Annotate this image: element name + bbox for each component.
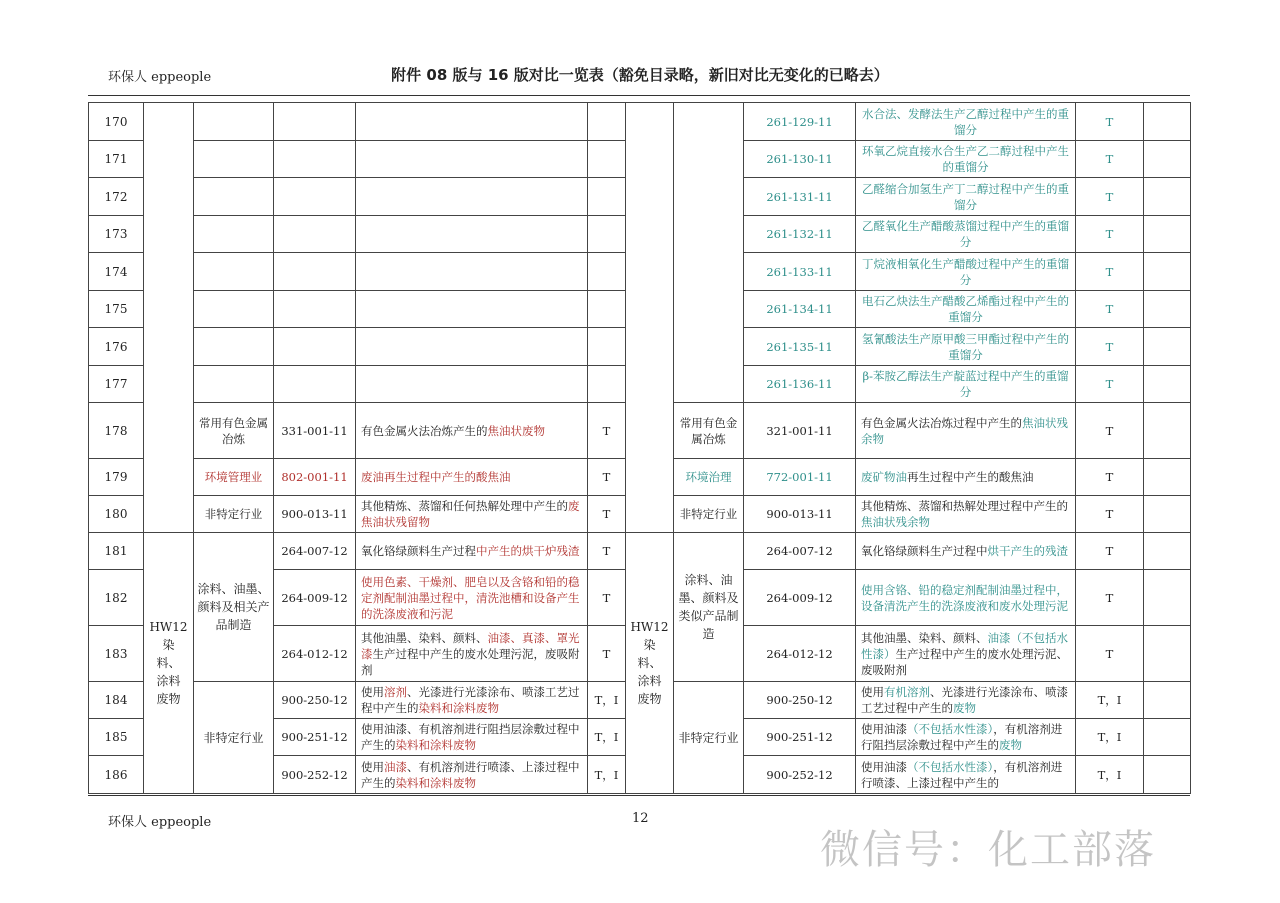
left-hazard: T，I xyxy=(588,756,626,794)
row-number: 176 xyxy=(89,328,144,366)
right-hazard: T，I xyxy=(1076,719,1144,756)
left-category-empty xyxy=(144,103,194,533)
right-description: 有色金属火法冶炼过程中产生的焦油状残余物 xyxy=(856,403,1076,459)
right-code: 261-129-11 xyxy=(744,103,856,141)
right-hazard: T xyxy=(1076,459,1144,496)
row-number: 185 xyxy=(89,719,144,756)
left-description: 氧化铬绿颜料生产过程中产生的烘干炉残渣 xyxy=(356,533,588,570)
right-industry: 环境治理 xyxy=(674,459,744,496)
left-hazard: T xyxy=(588,496,626,533)
left-hazard: T xyxy=(588,570,626,626)
row-number: 170 xyxy=(89,103,144,141)
left-code: 331-001-11 xyxy=(274,403,356,459)
right-code: 264-012-12 xyxy=(744,626,856,682)
right-description: β-苯胺乙醇法生产靛蓝过程中产生的重馏分 xyxy=(856,366,1076,403)
left-description: 使用色素、干燥剂、肥皂以及含铬和铅的稳定剂配制油墨过程中，清洗池槽和设备产生的洗涤废液和污泥 xyxy=(356,570,588,626)
left-industry: 常用有色金属冶炼 xyxy=(194,403,274,459)
right-code: 264-009-12 xyxy=(744,570,856,626)
row-number: 180 xyxy=(89,496,144,533)
right-hazard: T xyxy=(1076,403,1144,459)
right-description: 环氧乙烷直接水合生产乙二醇过程中产生的重馏分 xyxy=(856,141,1076,178)
watermark: 微信号：化工部落 xyxy=(820,827,1156,873)
left-category-hw12: HW12 染 料、 涂料 废物 xyxy=(144,533,194,794)
right-description: 其他油墨、染料、颜料、油漆（不包括水性漆）生产过程中产生的废水处理污泥、废吸附剂 xyxy=(856,626,1076,682)
row-number: 182 xyxy=(89,570,144,626)
left-code: 900-013-11 xyxy=(274,496,356,533)
right-code: 261-132-11 xyxy=(744,216,856,253)
left-hazard: T xyxy=(588,459,626,496)
right-category-empty xyxy=(626,103,674,533)
right-hazard: T xyxy=(1076,570,1144,626)
right-code: 900-251-12 xyxy=(744,719,856,756)
right-description: 使用有机溶剂、光漆进行光漆涂布、喷漆工艺过程中产生的废物 xyxy=(856,682,1076,719)
right-industry-nonspecific: 非特定行业 xyxy=(674,682,744,794)
left-description: 其他油墨、染料、颜料、油漆、真漆、罩光漆生产过程中产生的废水处理污泥，废吸附剂 xyxy=(356,626,588,682)
left-industry: 环境管理业 xyxy=(194,459,274,496)
row-number: 173 xyxy=(89,216,144,253)
row-number: 186 xyxy=(89,756,144,794)
right-hazard: T xyxy=(1076,141,1144,178)
right-hazard: T xyxy=(1076,328,1144,366)
left-code: 264-012-12 xyxy=(274,626,356,682)
row-number: 183 xyxy=(89,626,144,682)
comparison-table xyxy=(88,102,1191,794)
right-industry: 非特定行业 xyxy=(674,496,744,533)
row-number: 171 xyxy=(89,141,144,178)
left-hazard: T，I xyxy=(588,682,626,719)
right-code: 900-250-12 xyxy=(744,682,856,719)
left-industry: 非特定行业 xyxy=(194,496,274,533)
right-industry: 常用有色金属冶炼 xyxy=(674,403,744,459)
right-industry-coating: 涂料、油墨、颜料及类似产品制造 xyxy=(674,533,744,682)
left-hazard: T xyxy=(588,403,626,459)
left-code: 802-001-11 xyxy=(274,459,356,496)
left-industry-coating: 涂料、油墨、颜料及相关产品制造 xyxy=(194,533,274,682)
row-number: 178 xyxy=(89,403,144,459)
left-description: 使用油漆、有机溶剂进行阻挡层涂敷过程中产生的染料和涂料废物 xyxy=(356,719,588,756)
right-description: 使用含铬、铅的稳定剂配制油墨过程中，设备清洗产生的洗涤废液和废水处理污泥 xyxy=(856,570,1076,626)
right-description: 丁烷液相氧化生产醋酸过程中产生的重馏分 xyxy=(856,253,1076,291)
right-hazard: T，I xyxy=(1076,682,1144,719)
left-code: 264-009-12 xyxy=(274,570,356,626)
right-hazard: T xyxy=(1076,103,1144,141)
right-description: 其他精炼、蒸馏和热解处理过程中产生的焦油状残余物 xyxy=(856,496,1076,533)
left-description: 使用溶剂、光漆进行光漆涂布、喷漆工艺过程中产生的染料和涂料废物 xyxy=(356,682,588,719)
right-code: 261-133-11 xyxy=(744,253,856,291)
left-description: 废油再生过程中产生的酸焦油 xyxy=(356,459,588,496)
right-description: 水合法、发酵法生产乙醇过程中产生的重馏分 xyxy=(856,103,1076,141)
right-code: 261-130-11 xyxy=(744,141,856,178)
right-hazard: T，I xyxy=(1076,756,1144,794)
right-description: 废矿物油再生过程中产生的酸焦油 xyxy=(856,459,1076,496)
left-description: 使用油漆、有机溶剂进行喷漆、上漆过程中产生的染料和涂料废物 xyxy=(356,756,588,794)
right-code: 261-135-11 xyxy=(744,328,856,366)
right-code: 261-136-11 xyxy=(744,366,856,403)
left-description: 有色金属火法冶炼产生的焦油状废物 xyxy=(356,403,588,459)
page-number: 12 xyxy=(632,811,649,826)
right-hazard: T xyxy=(1076,626,1144,682)
right-industry-empty xyxy=(674,103,744,403)
right-hazard: T xyxy=(1076,366,1144,403)
right-hazard: T xyxy=(1076,253,1144,291)
right-hazard: T xyxy=(1076,178,1144,216)
left-code: 900-252-12 xyxy=(274,756,356,794)
right-code: 264-007-12 xyxy=(744,533,856,570)
left-description: 其他精炼、蒸馏和任何热解处理中产生的废焦油状残留物 xyxy=(356,496,588,533)
right-description: 氢氰酸法生产原甲酸三甲酯过程中产生的重馏分 xyxy=(856,328,1076,366)
right-description: 使用油漆（不包括水性漆），有机溶剂进行阻挡层涂敷过程中产生的废物 xyxy=(856,719,1076,756)
row-number: 177 xyxy=(89,366,144,403)
row-number: 179 xyxy=(89,459,144,496)
right-code: 261-134-11 xyxy=(744,291,856,328)
row-number: 172 xyxy=(89,178,144,216)
footer-rule xyxy=(88,795,1190,796)
left-hazard: T，I xyxy=(588,719,626,756)
left-code: 264-007-12 xyxy=(274,533,356,570)
left-industry-nonspecific: 非特定行业 xyxy=(194,682,274,794)
row-number: 174 xyxy=(89,253,144,291)
right-description: 使用油漆（不包括水性漆），有机溶剂进行喷漆、上漆过程中产生的 xyxy=(856,756,1076,794)
header-rule xyxy=(88,95,1190,96)
footer-left: 环保人 eppeople xyxy=(108,815,212,830)
right-code: 900-252-12 xyxy=(744,756,856,794)
right-code: 900-013-11 xyxy=(744,496,856,533)
right-hazard: T xyxy=(1076,533,1144,570)
right-description: 氧化铬绿颜料生产过程中烘干产生的残渣 xyxy=(856,533,1076,570)
right-hazard: T xyxy=(1076,496,1144,533)
right-hazard: T xyxy=(1076,291,1144,328)
right-code: 321-001-11 xyxy=(744,403,856,459)
right-hazard: T xyxy=(1076,216,1144,253)
left-hazard: T xyxy=(588,533,626,570)
left-code: 900-250-12 xyxy=(274,682,356,719)
right-description: 乙醛氧化生产醋酸蒸馏过程中产生的重馏分 xyxy=(856,216,1076,253)
row-number: 175 xyxy=(89,291,144,328)
right-description: 乙醛缩合加氢生产丁二醇过程中产生的重馏分 xyxy=(856,178,1076,216)
row-number: 181 xyxy=(89,533,144,570)
page-title: 附件 08 版与 16 版对比一览表（豁免目录略，新旧对比无变化的已略去） xyxy=(391,66,889,84)
right-code: 772-001-11 xyxy=(744,459,856,496)
right-code: 261-131-11 xyxy=(744,178,856,216)
right-description: 电石乙炔法生产醋酸乙烯酯过程中产生的重馏分 xyxy=(856,291,1076,328)
table-row xyxy=(89,533,1191,570)
table-row xyxy=(89,103,1191,141)
row-number: 184 xyxy=(89,682,144,719)
left-hazard: T xyxy=(588,626,626,682)
left-code: 900-251-12 xyxy=(274,719,356,756)
right-category-hw12: HW12 染 料、 涂料 废物 xyxy=(626,533,674,794)
header-left: 环保人 eppeople xyxy=(108,70,212,85)
